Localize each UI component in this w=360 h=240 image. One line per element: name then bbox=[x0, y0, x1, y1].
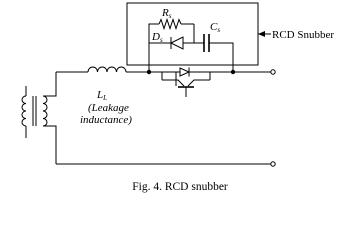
transformer-secondary-winding bbox=[43, 96, 47, 126]
transformer-primary-winding bbox=[22, 96, 26, 126]
inductor-note-line-1: (Leakage bbox=[88, 102, 129, 114]
figure-caption: Fig. 4. RCD snubber bbox=[132, 181, 228, 193]
capacitor-label: Cs bbox=[210, 21, 221, 34]
snubber-resistor bbox=[159, 20, 181, 29]
transformer bbox=[22, 72, 56, 164]
inductor-label: LL bbox=[97, 89, 108, 102]
snubber-pointer-arrowhead bbox=[258, 31, 265, 37]
terminal-bottom bbox=[271, 162, 275, 166]
inductor-note-line-2: inductance) bbox=[80, 114, 132, 126]
snubber-capacitor bbox=[204, 34, 209, 52]
snubber-arrow-label: RCD Snubber bbox=[272, 29, 335, 41]
junction-dot-right bbox=[231, 70, 235, 74]
snubber-right-drop bbox=[209, 43, 233, 72]
diode-label: Ds bbox=[152, 31, 163, 44]
switch-emitter bbox=[188, 80, 210, 86]
terminal-top bbox=[271, 70, 275, 74]
switch-collector bbox=[162, 80, 184, 86]
switch-antiparallel-diode bbox=[180, 68, 189, 77]
snubber-box bbox=[127, 3, 258, 65]
snubber-diode bbox=[171, 37, 183, 49]
junction-dot-left bbox=[147, 70, 151, 74]
resistor-label: Rs bbox=[162, 7, 172, 20]
leakage-inductor bbox=[85, 67, 126, 72]
